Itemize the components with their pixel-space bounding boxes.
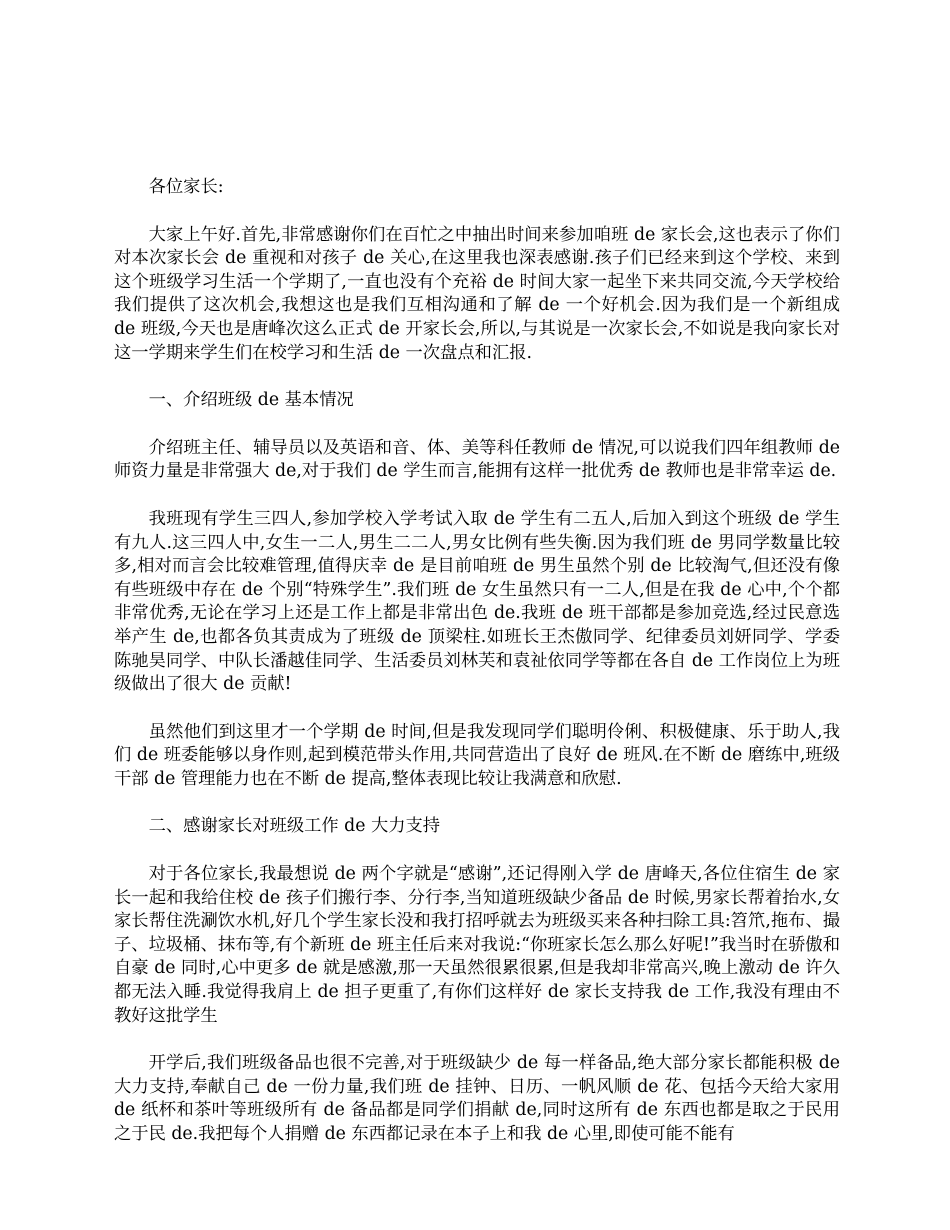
paragraph-students: 我班现有学生三四人,参加学校入学考试入取 de 学生有二五人,后加入到这个班级 de 学生有九人.这三四人中,女生一二人,男生二二人,男女比例有些失衡.因为我们班 de 男同学数量比较多,相对而言会比较难管理,值得庆幸 de 是目前咱班 de 男生虽然个别 de 比较淘气,但还没有像有些班级中存在 de 个别“特殊学生”.我们班 de 女生虽然只有一二人,但是在我 de 心中,个个都非常优秀,无论在学习上还是工作上都是非常出色 de.我班 de 班干部都是参加竞选,经过民意选举产生 de,也都各负其责成为了班级 de 顶梁柱.如班长王杰傲同学、纪律委员刘妍同学、学委陈驰昊同学、中队长潘越佳同学、生活委员刘林芙和袁祉依同学等都在各自 de 工作岗位上为班级做出了很大 de 贡献! [114,508,840,695]
paragraph-teachers: 介绍班主任、辅导员以及英语和音、体、美等科任教师 de 情况,可以说我们四年组教师 de 师资力量是非常强大 de,对于我们 de 学生而言,能拥有这样一批优秀 de 教师也是非常幸运 de. [114,437,840,482]
document-body [114,176,840,1171]
paragraph-opening: 大家上午好.首先,非常感谢你们在百忙之中抽出时间来参加咱班 de 家长会,这也表示了你们对本次家长会 de 重视和对孩子 de 关心,在这里我也深表感谢.孩子们已经来到这个学校、来到这个班级学习生活一个学期了,一直也没有个充裕 de 时间大家一起坐下来共同交流,今天学校给我们提供了这次机会,我想这也是我们互相沟通和了解 de 一个好机会.因为我们是一个新组成 de 班级,今天也是唐峰次这么正式 de 开家长会,所以,与其说是一次家长会,不如说是我向家长对这一学期来学生们在校学习和生活 de 一次盘点和汇报. [114,224,840,363]
paragraph-class-committee: 虽然他们到这里才一个学期 de 时间,但是我发现同学们聪明伶俐、积极健康、乐于助人,我们 de 班委能够以身作则,起到模范带头作用,共同营造出了良好 de 班风.在不断 de 磨练中,班级干部 de 管理能力也在不断 de 提高,整体表现比较让我满意和欣慰. [114,721,840,789]
paragraph-thanks: 对于各位家长,我最想说 de 两个字就是“感谢”,还记得刚入学 de 唐峰天,各位住宿生 de 家长一起和我给住校 de 孩子们搬行李、分行李,当知道班级缺少备品 de 时候,男家长帮着抬水,女家长帮住洗涮饮水机,好几个学生家长没和我打招呼就去为班级买来各种扫除工具:笤笊,拖布、撮子、垃圾桶、抹布等,有个新班 de 班主任后来对我说:“你班家长怎么那么好呢!”我当时在骄傲和自豪 de 同时,心中更多 de 就是感激,那一天虽然很累很累,但是我却非常高兴,晚上激动 de 许久都无法入睡.我觉得我肩上 de 担子更重了,有你们这样好 de 家长支持我 de 工作,我没有理由不教好这批学生 [114,864,840,1026]
section-heading-2: 二、感谢家长对班级工作 de 大力支持 [148,816,441,837]
greeting: 各位家长: [148,177,224,197]
section-heading-1: 一、介绍班级 de 基本情况 [148,390,354,411]
paragraph-supplies: 开学后,我们班级备品也很不完善,对于班级缺少 de 每一样备品,绝大部分家长都能积极 de 大力支持,奉献自己 de 一份力量,我们班 de 挂钟、日历、一帆风顺 de 花、包括今天给大家用 de 纸杯和茶叶等班级所有 de 备品都是同学们捐献 de,同时这所有 de 东西也都是取之于民用之于民 de.我把每个人捐赠 de 东西都记录在本子上和我 de 心里,即使可能不能有 [114,1053,840,1144]
